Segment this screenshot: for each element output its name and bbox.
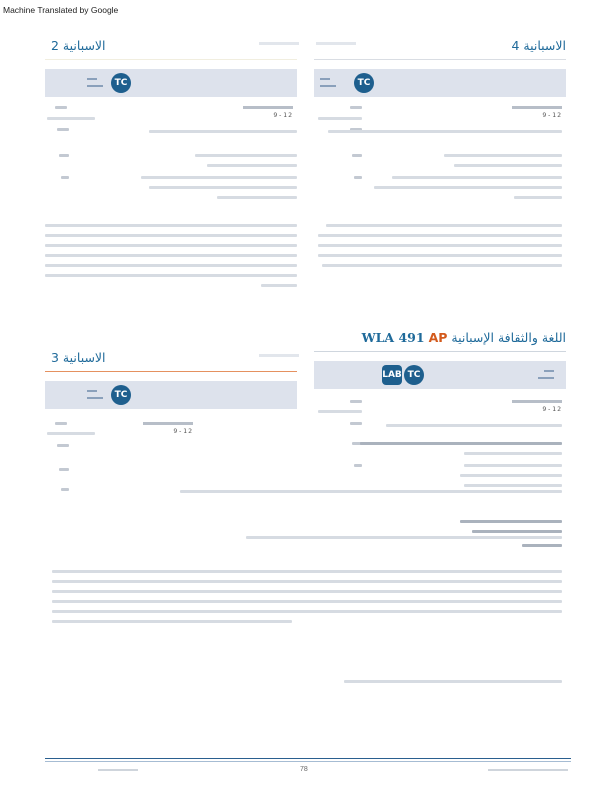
grade-code: 9-12 [510,400,562,413]
description-line [45,244,297,247]
info-label [57,444,69,447]
card-header-faint-text [316,42,356,45]
title-divider [45,59,297,60]
info-label [61,488,69,491]
description-line [52,600,562,603]
info-text [217,196,297,199]
description-line [45,234,297,237]
grade-code: 9-12 [141,422,193,435]
info-text [464,464,562,467]
band-text [320,78,330,80]
tc-badge-icon: TC [354,73,374,93]
footer-left-text [98,769,138,771]
info-text [374,186,562,189]
course-code: WLA 491 [361,330,425,345]
description-line [326,224,562,227]
info-text [464,484,562,487]
info-text [47,432,95,435]
prerequisite-text [328,130,562,133]
band-text [87,85,103,87]
band-text [87,78,97,80]
description-line [318,254,562,257]
info-label [55,106,67,109]
description-line [45,224,297,227]
info-text [444,154,562,157]
prerequisite-text [149,130,297,133]
title-divider [45,371,297,372]
card-header-faint-text [259,354,299,357]
course-title [362,330,566,345]
tc-badge-icon: TC [111,73,131,93]
info-text [360,442,562,445]
band-text [538,377,554,379]
ap-label: AP [428,330,448,345]
info-label [59,154,69,157]
description-line [52,620,292,623]
course-card-spanish-2 [45,38,297,293]
info-text [460,520,562,523]
info-text [195,154,297,157]
band-text [320,85,336,87]
machine-translation-label: Machine Translated by Google [3,5,119,15]
description-line [322,264,562,267]
info-label [57,128,69,131]
prerequisite-text [386,424,562,427]
info-text [318,117,362,120]
info-text [207,164,297,167]
info-label [59,468,69,471]
course-title: الاسبانية 4 [511,38,566,53]
info-label [350,106,362,109]
info-text [522,544,562,547]
description-line [318,244,562,247]
lab-badge-icon: LAB [382,365,402,385]
course-badge-band [314,69,566,97]
info-label [350,422,362,425]
info-text [464,452,562,455]
band-text [87,397,103,399]
footnote-line [344,680,562,683]
course-card-ap-spanish [314,330,566,690]
info-text [318,410,362,413]
info-text [47,117,95,120]
info-text [514,196,562,199]
course-title: الاسبانية 3 [51,350,106,365]
info-label [350,400,362,403]
info-text [454,164,562,167]
info-label [354,176,362,179]
description-line [52,590,562,593]
info-text [141,176,297,179]
info-text [392,176,562,179]
description-line [52,580,562,583]
grade-code: 9-12 [510,106,562,119]
course-card-spanish-4 [314,38,566,283]
info-text [460,474,562,477]
page-number: 78 [300,766,308,773]
title-divider [314,59,566,60]
course-badge-band [314,361,566,389]
course-title-text: اللغة والثقافة الإسبانية [451,330,566,345]
info-label [55,422,67,425]
card-header-faint-text [259,42,299,45]
band-text [87,390,97,392]
info-text [246,536,562,539]
footer-right-text [488,769,568,771]
description-line [45,264,297,267]
description-line [52,570,562,573]
description-line [261,284,297,287]
footer-divider [45,758,571,759]
info-label [354,464,362,467]
info-label [61,176,69,179]
course-card-spanish-3 [45,350,297,500]
info-label [352,154,362,157]
course-title: الاسبانية 2 [51,38,106,53]
description-line [45,254,297,257]
course-badge-band [45,69,297,97]
tc-badge-icon: TC [111,385,131,405]
course-badge-band [45,381,297,409]
tc-badge-icon: TC [404,365,424,385]
description-line [52,610,562,613]
footer-divider-thin [45,761,571,762]
description-line [45,274,297,277]
band-text [544,370,554,372]
info-text [149,186,297,189]
info-text [472,530,562,533]
title-divider [314,351,566,352]
description-line [318,234,562,237]
grade-code: 9-12 [241,106,293,119]
